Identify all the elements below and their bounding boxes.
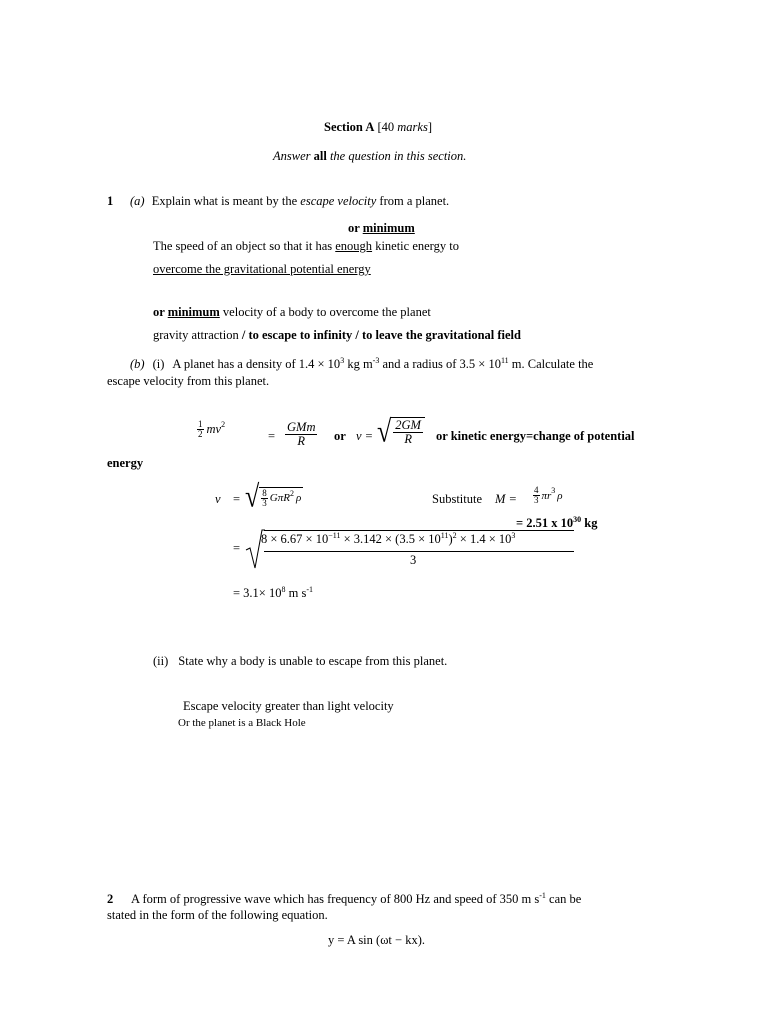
eq2-sqrt-symbol xyxy=(245,479,303,514)
radical-icon: √ xyxy=(245,479,260,514)
q1b-text-3: and a radius of 3.5 × 10 xyxy=(379,357,501,371)
q2-equation: y = A sin (ωt − kx). xyxy=(328,933,425,947)
q1a-label: (a) xyxy=(130,194,145,208)
substitute-label: Substitute xyxy=(432,492,483,506)
three: 3 xyxy=(262,497,267,508)
eq3-exp-c: 2 xyxy=(452,530,457,540)
eq3-num-b: × 3.142 × (3.5 × 10 xyxy=(340,532,441,546)
m-equals: M = xyxy=(495,492,517,506)
equation-kinetic-energy xyxy=(197,420,225,439)
answer-ii-2: Or the planet is a Black Hole xyxy=(178,717,306,729)
section-marks: marks xyxy=(397,120,428,134)
eq1-equals: = xyxy=(268,429,276,443)
sqrt-fraction xyxy=(393,419,423,446)
eq3-equals: = xyxy=(233,541,241,555)
q2-text-line2: stated in the form of the following equation. xyxy=(107,908,328,922)
eq3-num-c: × 1.4 × 10 xyxy=(456,532,512,546)
velocity-result xyxy=(233,586,313,601)
four-thirds xyxy=(533,486,540,505)
r-exp: 2 xyxy=(289,488,294,498)
gmm-over-r xyxy=(285,421,317,448)
q1b-question-line2: escape velocity from this planet. xyxy=(107,374,270,388)
answer-alt-or: or xyxy=(153,305,168,319)
gmm-num: GMm xyxy=(287,420,316,434)
eq3-exp-b: 11 xyxy=(440,530,449,540)
eq3-fraction-bar xyxy=(264,551,574,552)
eq3-exp-d: 3 xyxy=(511,530,516,540)
answer-alt-rest: velocity of a body to overcome the planet xyxy=(219,305,431,319)
instruction-bold: all xyxy=(313,149,327,163)
mass-result-value: = 2.51 x 10 xyxy=(516,516,574,530)
eq3-close: ) xyxy=(448,532,453,546)
q2-text xyxy=(131,892,581,907)
v-equals: v = xyxy=(356,429,374,443)
answer-line-1-a: The speed of an object so that it has xyxy=(153,239,336,253)
q1b-text-2: kg m xyxy=(344,357,373,371)
velocity-result-a: = 3.1× 10 xyxy=(233,586,282,600)
q1b-ii-label: (ii) xyxy=(153,654,169,668)
mv: mv xyxy=(206,422,222,436)
eq3-denominator: 3 xyxy=(410,553,417,567)
eq1-or-2: or kinetic energy=change of potential xyxy=(436,429,635,443)
q1a-question xyxy=(130,194,449,209)
eight-thirds xyxy=(261,489,268,508)
half-fraction xyxy=(197,420,204,439)
eq2-sqrt-body xyxy=(259,487,303,508)
answer-line-2: overcome the gravitational potential energy xyxy=(153,262,371,276)
eq2-equals: = xyxy=(233,492,241,506)
mv-exp: 2 xyxy=(221,420,226,430)
q2-text-1: A form of progressive wave which has frequency of 800 Hz and speed of 350 m s xyxy=(131,892,540,906)
rho-2: ρ xyxy=(557,489,563,502)
rho: ρ xyxy=(295,492,302,504)
instruction-part2: the question in this section. xyxy=(326,149,467,163)
q1a-text-1: Explain what is meant by the xyxy=(148,194,301,208)
q1a-text-2: from a planet. xyxy=(376,194,450,208)
q2-text-2: can be xyxy=(545,892,582,906)
q1b-exp3: 11 xyxy=(500,355,509,365)
volume-expression xyxy=(533,486,563,505)
section-title xyxy=(324,120,432,135)
minimum-word: minimum xyxy=(362,221,415,235)
eq3-numerator xyxy=(261,532,515,547)
q1b-ii-text: State why a body is unable to escape from this planet. xyxy=(178,654,448,668)
eq1-or-1: or xyxy=(334,429,346,443)
answer-alt-2-a: gravity attraction xyxy=(153,328,242,342)
mass-exp: 30 xyxy=(573,514,582,524)
eq3-sqrt xyxy=(245,528,580,570)
section-marks-close: ] xyxy=(427,120,433,134)
q1b-label: (b) xyxy=(130,357,145,371)
half-num: 1 xyxy=(198,419,203,429)
q1b-i-label: (i) xyxy=(152,357,165,371)
eight: 8 xyxy=(262,487,267,498)
q1a-term: escape velocity xyxy=(300,194,377,208)
answer-line-1 xyxy=(153,239,459,254)
section-title-text: Section A xyxy=(324,120,375,134)
q1b-question xyxy=(130,357,593,372)
eq1-line2: energy xyxy=(107,456,144,470)
q1b-text-4: m. Calculate the xyxy=(508,357,594,371)
answer-alt-1 xyxy=(153,305,431,320)
three-den: 3 xyxy=(534,495,539,505)
answer-ii-1: Escape velocity greater than light velocity xyxy=(183,699,394,713)
q2-number: 2 xyxy=(107,892,114,906)
r3-exp: 3 xyxy=(551,486,556,496)
q1b-ii-question xyxy=(153,654,447,669)
answer-alt-minimum: minimum xyxy=(167,305,220,319)
answer-line-1-enough: enough xyxy=(335,239,373,253)
sqrt-den: R xyxy=(404,432,412,446)
pi-r: πr xyxy=(541,489,552,502)
eq2-sqrt xyxy=(245,479,303,514)
q2-exp: -1 xyxy=(539,890,546,900)
sqrt-symbol xyxy=(377,413,425,449)
instruction-part1: Answer xyxy=(273,149,314,163)
section-instruction xyxy=(273,149,466,164)
q1b-exp1: 3 xyxy=(340,355,345,365)
q1-number: 1 xyxy=(107,194,114,208)
sqrt-num: 2GM xyxy=(395,418,421,432)
eq3-overline xyxy=(264,530,574,531)
sqrt-2gm-r xyxy=(377,413,425,449)
gmm-den: R xyxy=(297,434,306,448)
eq3-exp-a: −11 xyxy=(328,530,341,540)
half-den: 2 xyxy=(198,429,203,439)
velocity-unit: m s xyxy=(285,586,307,600)
answer-alt-2-b: / to escape to infinity / to leave the gravitational field xyxy=(241,328,521,342)
radical-icon: √ xyxy=(377,413,392,449)
answer-or-minimum xyxy=(348,221,415,236)
gmm-fraction xyxy=(285,421,317,448)
q1b-text-1: A planet has a density of 1.4 × 10 xyxy=(172,357,341,371)
sqrt-body xyxy=(391,417,425,446)
velocity-unit-exp: -1 xyxy=(306,584,313,594)
four: 4 xyxy=(534,485,539,495)
section-marks-open: [40 xyxy=(374,120,398,134)
answer-line-1-b: kinetic energy to xyxy=(372,239,459,253)
eq2-v: v xyxy=(215,492,221,506)
answer-alt-2 xyxy=(153,328,521,343)
velocity-exp: 8 xyxy=(281,584,286,594)
eq3-num-a: 8 × 6.67 × 10 xyxy=(261,532,329,546)
g-pi-r: GπR xyxy=(269,492,290,504)
or-prefix: or xyxy=(348,221,363,235)
mass-unit: kg xyxy=(581,516,598,530)
q1b-exp2: -3 xyxy=(372,355,380,365)
